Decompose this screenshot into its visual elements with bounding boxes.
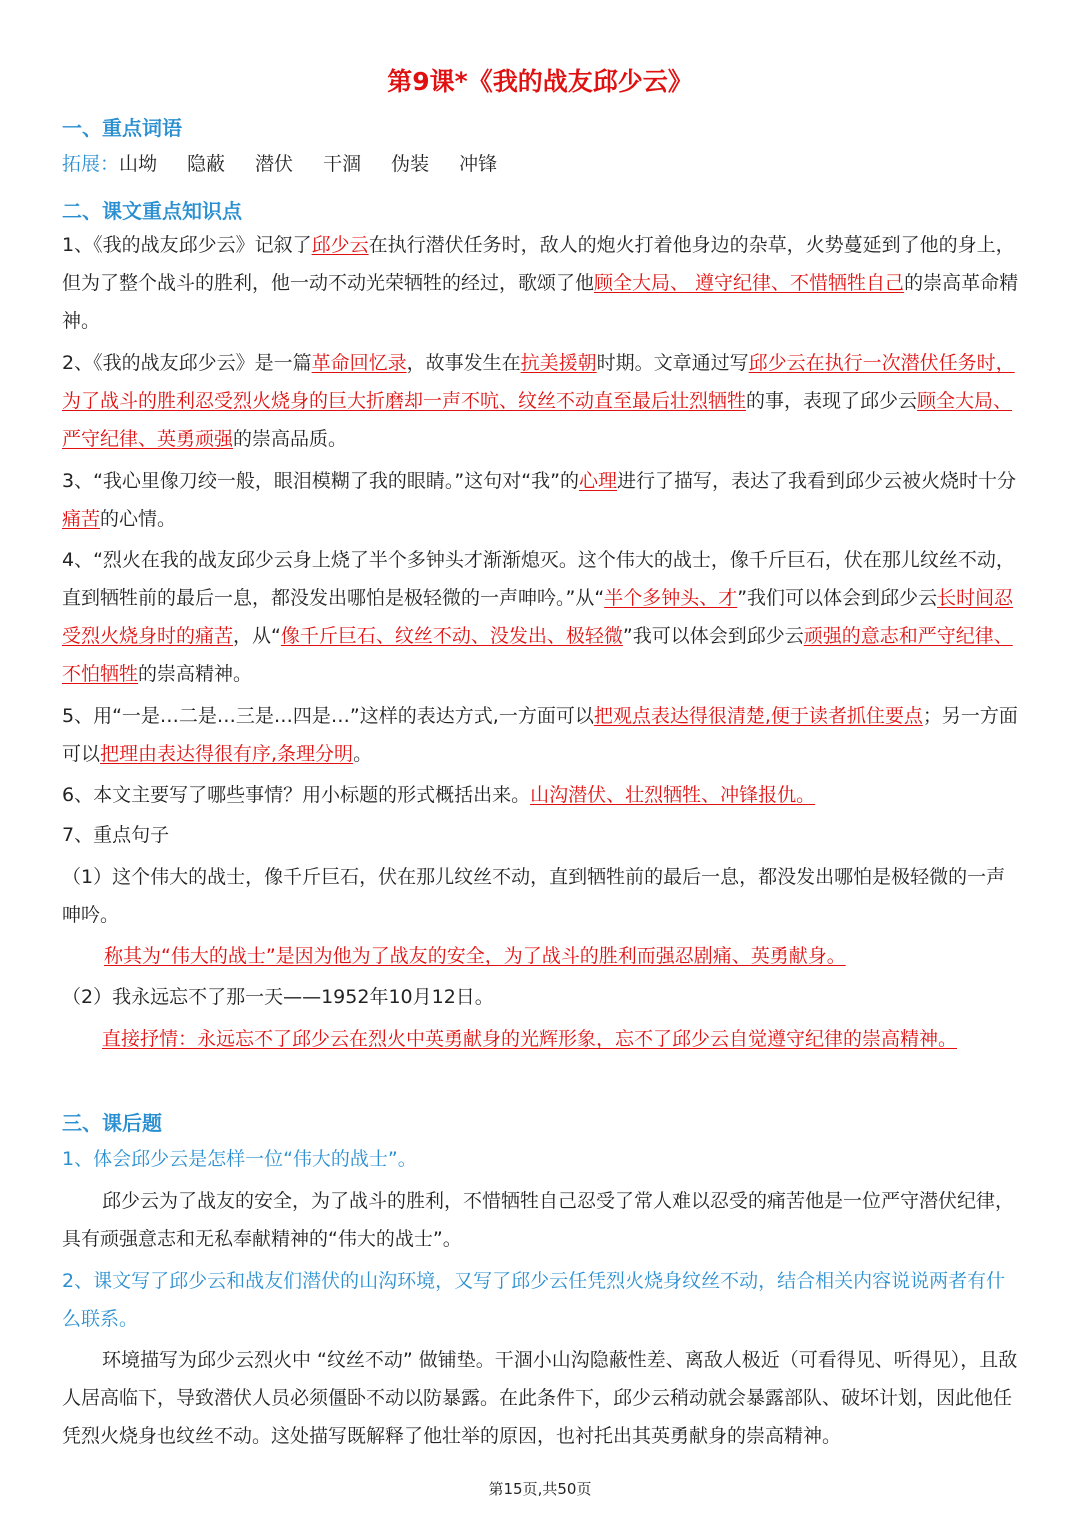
text-run: 的事，表现了邱少云 <box>746 390 918 412</box>
section-heading-exercises: 三、课后题 <box>62 1111 162 1135</box>
text-run: 在执行潜伏任务时，敌人的炮火打着他身边的杂草，火势蔓延到了他的身上，但为了整个战斗的胜利，他一动不动光荣牺牲的经过，歌颂了他 <box>62 234 1015 294</box>
text-run: 的崇高精神。 <box>138 663 253 685</box>
knowledge-point-6 <box>62 776 1022 814</box>
text-run: 进行了描写，表达了我看到邱少云被火烧时十分 <box>616 470 1016 492</box>
answer-text: 把观点表达得很清楚,便于读者抓住要点 <box>593 705 923 727</box>
knowledge-point-4 <box>62 541 1022 693</box>
answer-text: 痛苦 <box>62 508 101 530</box>
term-item: 冲锋 <box>459 153 498 175</box>
answer-text: 像千斤巨石、纹丝不动、没发出、极轻微 <box>280 625 623 647</box>
answer-text: 顽强的意志和严守纪律、不怕牺牲 <box>62 625 1013 685</box>
answer-text: 邱少云 <box>311 234 369 256</box>
knowledge-point-3 <box>62 462 1022 538</box>
text-run: ，故事发生在 <box>406 352 521 374</box>
page-number: 第15页,共50页 <box>488 1480 592 1498</box>
term-item: 隐蔽 <box>187 153 226 175</box>
answer-text: 山沟潜伏、壮烈牺牲、冲锋报仇。 <box>530 784 816 806</box>
answer-text: 称其为“伟大的战士”是因为他为了战友的安全，为了战斗的胜利而强忍剧痛、英勇献身。 <box>104 945 846 967</box>
term-item: 干涸 <box>323 153 362 175</box>
text-run: 。 <box>353 743 373 765</box>
text-run: 的心情。 <box>100 508 177 530</box>
exercise-question-1: 1、体会邱少云是怎样一位“伟大的战士”。 <box>62 1148 417 1170</box>
answer-text: 把理由表达得很有序,条理分明 <box>100 743 354 765</box>
text-run: ；另一方面可以 <box>62 705 1018 765</box>
answer-text: 抗美援朝 <box>520 352 597 374</box>
text-run: 2、《我的战友邱少云》是一篇 <box>62 352 312 374</box>
term-item: 潜伏 <box>255 153 294 175</box>
knowledge-point-7: 7、重点句子 <box>62 824 170 846</box>
text-run: ”我们可以体会到邱少云 <box>737 587 938 609</box>
key-sentence-2: （2）我永远忘不了那一天——1952年10月12日。 <box>62 986 494 1008</box>
text-run: 4、“烈火在我的战友邱少云身上烧了半个多钟头才渐渐熄灭。这个伟大的战士，像千斤巨石，伏在那儿纹丝不动，直到牺牲前的最后一息，都没发出哪怕是极轻微的一声呻吟。”从“ <box>62 549 1015 609</box>
text-run: 的崇高革命精神。 <box>62 272 1019 332</box>
key-sentence-1-answer <box>62 937 1022 975</box>
knowledge-point-2 <box>62 344 1022 458</box>
answer-text: 顾全大局、严守纪律、英勇顽强 <box>62 390 1013 450</box>
text-run: 3、“我心里像刀绞一般，眼泪模糊了我的眼睛。”这句对“我”的 <box>62 470 579 492</box>
section-heading-key-words: 一、重点词语 <box>62 116 182 140</box>
answer-text: 革命回忆录 <box>311 352 407 374</box>
answer-text: 直接抒情：永远忘不了邱少云在烈火中英勇献身的光辉形象，忘不了邱少云自觉遵守纪律的崇高精神。 <box>102 1028 958 1050</box>
section-heading-knowledge-points: 二、课文重点知识点 <box>62 199 242 223</box>
exercise-answer-1: 邱少云为了战友的安全，为了战斗的胜利，不惜牺牲自己忍受了常人难以忍受的痛苦他是一位严守潜伏纪律，具有顽强意志和无私奉献精神的“伟大的战士”。 <box>62 1190 1015 1250</box>
answer-text: 邱少云在执行一次潜伏任务时，为了战斗的胜利忍受烈火烧身的巨大折磨却一声不吭、纹丝不动直至最后壮烈牺牲 <box>62 352 1015 412</box>
answer-text: 心理 <box>578 470 617 492</box>
answer-text: 半个多钟头、才 <box>604 587 738 609</box>
answer-text: 长时间忍受烈火烧身时的痛苦 <box>62 587 1014 647</box>
term-item: 伪装 <box>391 153 430 175</box>
key-sentence-2-answer <box>62 1020 1022 1058</box>
text-run: 1、《我的战友邱少云》记叙了 <box>62 234 312 256</box>
knowledge-point-5 <box>62 697 1022 773</box>
text-run: 的崇高品质。 <box>233 428 348 450</box>
key-words-list <box>62 145 1022 183</box>
answer-text: 顾全大局、 遵守纪律、不惜牺牲自己 <box>594 272 905 294</box>
text-run: ”我可以体会到邱少云 <box>622 625 804 647</box>
text-run: 5、用“一是…二是…三是…四是…”这样的表达方式,一方面可以 <box>62 705 594 727</box>
text-run: 时期。文章通过写 <box>596 352 749 374</box>
text-run: 6、本文主要写了哪些事情？用小标题的形式概括出来。 <box>62 784 531 806</box>
exercise-question-2: 2、课文写了邱少云和战友们潜伏的山沟环境，又写了邱少云任凭烈火烧身纹丝不动，结合相关内容说说两者有什么联系。 <box>62 1270 1006 1330</box>
knowledge-point-1 <box>62 226 1022 340</box>
text-run: ，从“ <box>233 625 281 647</box>
key-sentence-1: （1）这个伟大的战士，像千斤巨石，伏在那儿纹丝不动，直到牺牲前的最后一息，都没发出哪怕是极轻微的一声呻吟。 <box>62 866 1006 926</box>
exercise-answer-2: 环境描写为邱少云烈火中 “纹丝不动” 做铺垫。干涸小山沟隐蔽性差、离敌人极近（可看得见、听得见），且敌人居高临下，导致潜伏人员必须僵卧不动以防暴露。在此条件下，邱少云稍动就会暴露部队、破坏计划，因此他任凭烈火烧身也纹丝不动。这处描写既解释了他壮举的原因，也衬托出其英勇献身的崇高精神。 <box>62 1349 1018 1447</box>
term-item: 山坳 <box>119 153 158 175</box>
expand-label: 拓展： <box>62 153 120 175</box>
lesson-title: 第9课*《我的战友邱少云》 <box>387 67 693 96</box>
